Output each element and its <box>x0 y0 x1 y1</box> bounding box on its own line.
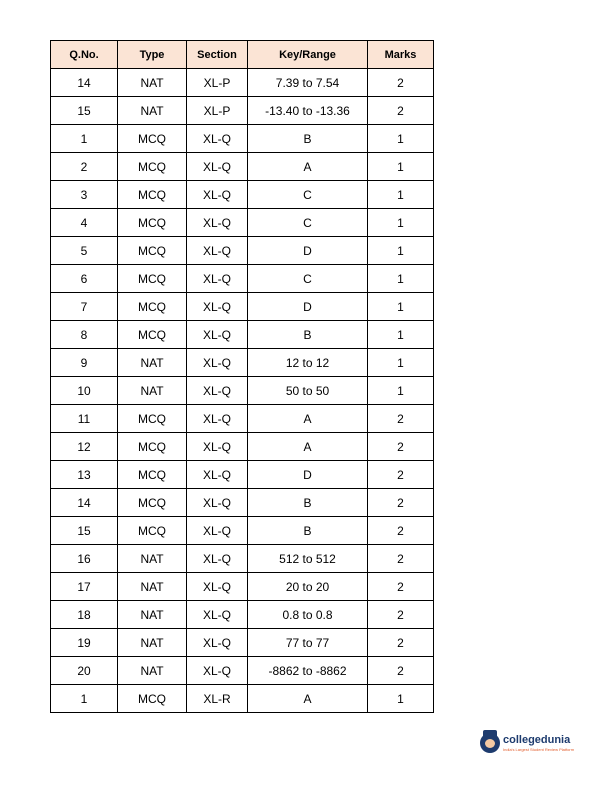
cell-section: XL-Q <box>187 209 248 237</box>
cell-key-range: B <box>248 321 368 349</box>
table-row <box>51 209 434 237</box>
cell-type: MCQ <box>118 265 187 293</box>
logo-name: collegedunia <box>503 733 571 746</box>
cell-section: XL-Q <box>187 629 248 657</box>
cell-qno: 11 <box>51 405 118 433</box>
cell-section: XL-Q <box>187 405 248 433</box>
table-row <box>51 181 434 209</box>
cell-marks: 2 <box>368 545 434 573</box>
cell-marks: 1 <box>368 237 434 265</box>
cell-qno: 7 <box>51 293 118 321</box>
cell-key-range: A <box>248 433 368 461</box>
cell-section: XL-Q <box>187 489 248 517</box>
cell-marks: 1 <box>368 377 434 405</box>
cell-key-range: -13.40 to -13.36 <box>248 97 368 125</box>
cell-key-range: 512 to 512 <box>248 545 368 573</box>
cell-key-range: A <box>248 405 368 433</box>
table-row <box>51 657 434 685</box>
table-row <box>51 517 434 545</box>
cell-section: XL-Q <box>187 601 248 629</box>
table-row <box>51 573 434 601</box>
cell-marks: 1 <box>368 293 434 321</box>
header-key-range: Key/Range <box>248 41 368 69</box>
cell-qno: 2 <box>51 153 118 181</box>
cell-marks: 2 <box>368 97 434 125</box>
cell-type: NAT <box>118 629 187 657</box>
cell-section: XL-P <box>187 97 248 125</box>
table-row <box>51 97 434 125</box>
cell-key-range: A <box>248 153 368 181</box>
cell-marks: 2 <box>368 489 434 517</box>
cell-key-range: B <box>248 125 368 153</box>
table-header-row <box>51 41 434 69</box>
cell-type: NAT <box>118 69 187 97</box>
table-row <box>51 461 434 489</box>
cell-section: XL-R <box>187 685 248 713</box>
cell-qno: 3 <box>51 181 118 209</box>
cell-qno: 19 <box>51 629 118 657</box>
cell-key-range: B <box>248 517 368 545</box>
cell-qno: 5 <box>51 237 118 265</box>
table-row <box>51 265 434 293</box>
cell-type: NAT <box>118 601 187 629</box>
cell-qno: 1 <box>51 685 118 713</box>
graduate-mascot-icon <box>480 733 500 753</box>
cell-marks: 1 <box>368 265 434 293</box>
cell-section: XL-Q <box>187 433 248 461</box>
cell-type: MCQ <box>118 517 187 545</box>
cell-qno: 15 <box>51 97 118 125</box>
cell-marks: 2 <box>368 405 434 433</box>
cell-type: NAT <box>118 573 187 601</box>
cell-marks: 2 <box>368 601 434 629</box>
cell-type: NAT <box>118 545 187 573</box>
cell-qno: 9 <box>51 349 118 377</box>
cell-qno: 20 <box>51 657 118 685</box>
cell-key-range: 77 to 77 <box>248 629 368 657</box>
cell-section: XL-Q <box>187 153 248 181</box>
cell-type: MCQ <box>118 293 187 321</box>
cell-section: XL-Q <box>187 293 248 321</box>
table-row <box>51 629 434 657</box>
cell-marks: 1 <box>368 153 434 181</box>
cell-type: MCQ <box>118 685 187 713</box>
cell-marks: 2 <box>368 629 434 657</box>
cell-type: MCQ <box>118 181 187 209</box>
cell-section: XL-Q <box>187 377 248 405</box>
table-body <box>51 69 434 713</box>
cell-section: XL-Q <box>187 237 248 265</box>
cell-qno: 17 <box>51 573 118 601</box>
collegedunia-logo <box>480 733 574 753</box>
cell-qno: 14 <box>51 489 118 517</box>
cell-type: MCQ <box>118 153 187 181</box>
cell-section: XL-P <box>187 69 248 97</box>
cell-section: XL-Q <box>187 545 248 573</box>
table-row <box>51 237 434 265</box>
cell-section: XL-Q <box>187 573 248 601</box>
cell-section: XL-Q <box>187 321 248 349</box>
cell-type: MCQ <box>118 433 187 461</box>
cell-key-range: -8862 to -8862 <box>248 657 368 685</box>
cell-qno: 1 <box>51 125 118 153</box>
cell-type: NAT <box>118 97 187 125</box>
cell-key-range: D <box>248 237 368 265</box>
cell-qno: 6 <box>51 265 118 293</box>
cell-key-range: D <box>248 461 368 489</box>
cell-type: NAT <box>118 349 187 377</box>
cell-key-range: 50 to 50 <box>248 377 368 405</box>
cell-key-range: 7.39 to 7.54 <box>248 69 368 97</box>
cell-qno: 14 <box>51 69 118 97</box>
cell-type: MCQ <box>118 489 187 517</box>
header-qno: Q.No. <box>51 41 118 69</box>
cell-section: XL-Q <box>187 265 248 293</box>
cell-qno: 12 <box>51 433 118 461</box>
cell-qno: 16 <box>51 545 118 573</box>
cell-type: NAT <box>118 657 187 685</box>
cell-marks: 1 <box>368 321 434 349</box>
table-row <box>51 433 434 461</box>
cell-qno: 15 <box>51 517 118 545</box>
table-row <box>51 153 434 181</box>
table-row <box>51 545 434 573</box>
cell-qno: 18 <box>51 601 118 629</box>
cell-key-range: D <box>248 293 368 321</box>
header-type: Type <box>118 41 187 69</box>
header-section: Section <box>187 41 248 69</box>
cell-section: XL-Q <box>187 349 248 377</box>
cell-key-range: 0.8 to 0.8 <box>248 601 368 629</box>
table-row <box>51 125 434 153</box>
cell-marks: 2 <box>368 69 434 97</box>
table-row <box>51 685 434 713</box>
answer-key-table <box>50 40 434 713</box>
cell-key-range: C <box>248 209 368 237</box>
cell-key-range: C <box>248 181 368 209</box>
cell-section: XL-Q <box>187 657 248 685</box>
cell-type: MCQ <box>118 321 187 349</box>
cell-key-range: A <box>248 685 368 713</box>
cell-key-range: C <box>248 265 368 293</box>
cell-type: NAT <box>118 377 187 405</box>
cell-marks: 1 <box>368 125 434 153</box>
cell-qno: 8 <box>51 321 118 349</box>
table-row <box>51 489 434 517</box>
cell-key-range: 20 to 20 <box>248 573 368 601</box>
cell-type: MCQ <box>118 405 187 433</box>
table-row <box>51 405 434 433</box>
header-marks: Marks <box>368 41 434 69</box>
cell-type: MCQ <box>118 461 187 489</box>
cell-qno: 13 <box>51 461 118 489</box>
table-row <box>51 377 434 405</box>
table-row <box>51 601 434 629</box>
cell-key-range: 12 to 12 <box>248 349 368 377</box>
cell-marks: 1 <box>368 685 434 713</box>
cell-section: XL-Q <box>187 517 248 545</box>
cell-marks: 1 <box>368 349 434 377</box>
cell-marks: 2 <box>368 461 434 489</box>
cell-marks: 2 <box>368 433 434 461</box>
cell-type: MCQ <box>118 209 187 237</box>
table-row <box>51 349 434 377</box>
cell-type: MCQ <box>118 237 187 265</box>
cell-marks: 2 <box>368 573 434 601</box>
cell-key-range: B <box>248 489 368 517</box>
cell-qno: 4 <box>51 209 118 237</box>
cell-type: MCQ <box>118 125 187 153</box>
cell-marks: 2 <box>368 657 434 685</box>
cell-qno: 10 <box>51 377 118 405</box>
table-row <box>51 321 434 349</box>
cell-section: XL-Q <box>187 461 248 489</box>
cell-section: XL-Q <box>187 125 248 153</box>
table-row <box>51 293 434 321</box>
logo-tagline: India's Largest Student Review Platform <box>503 746 575 752</box>
cell-marks: 1 <box>368 209 434 237</box>
cell-section: XL-Q <box>187 181 248 209</box>
cell-marks: 1 <box>368 181 434 209</box>
cell-marks: 2 <box>368 517 434 545</box>
logo-text <box>503 735 574 752</box>
table-row <box>51 69 434 97</box>
